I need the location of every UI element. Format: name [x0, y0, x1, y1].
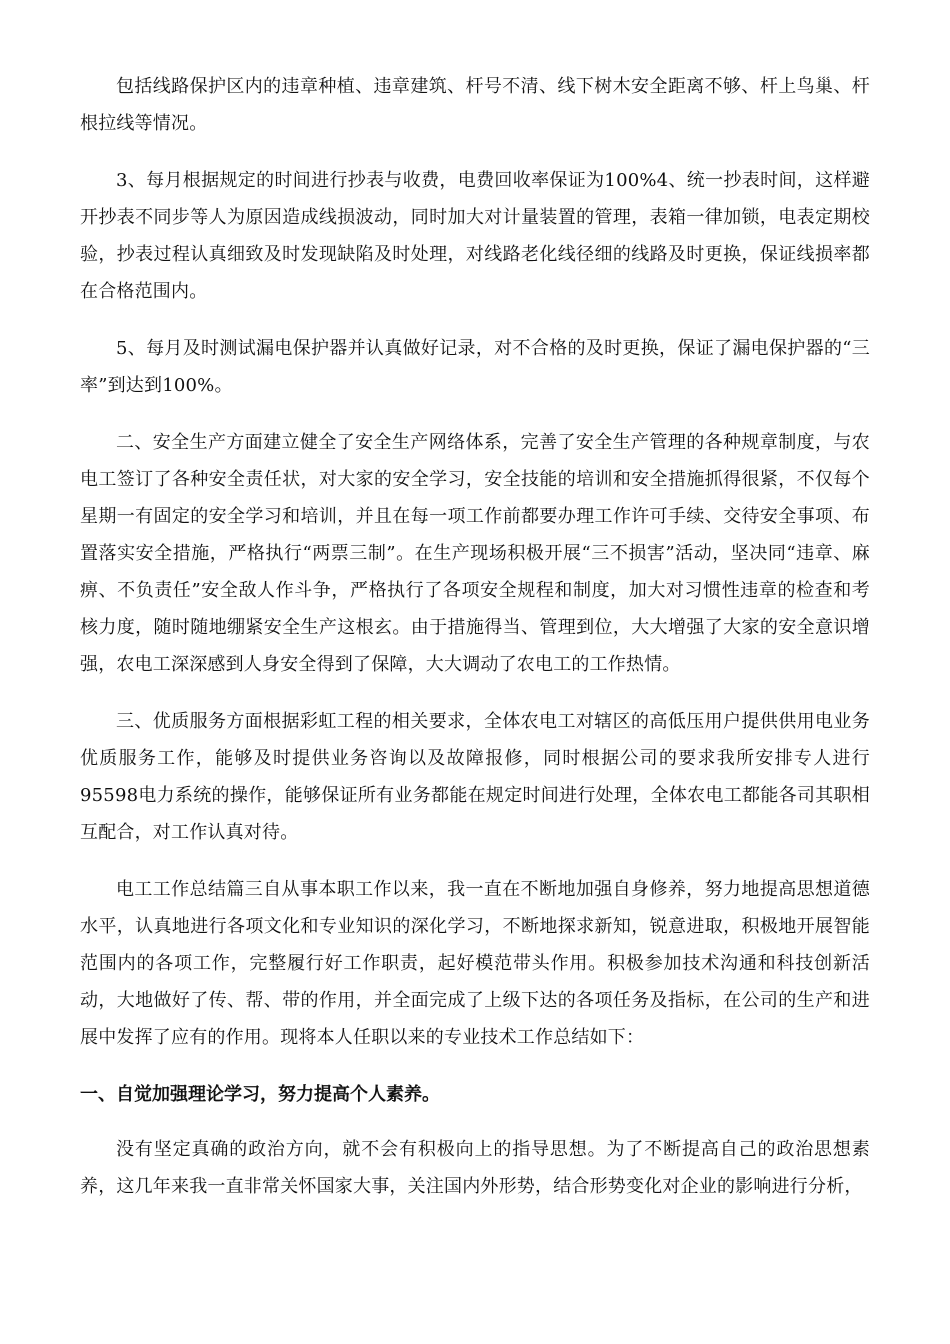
paragraph-line-protection: 包括线路保护区内的违章种植、违章建筑、杆号不清、线下树木安全距离不够、杆上鸟巢、杆根拉线等情况。: [80, 76, 870, 134]
section-heading: 一、自觉加强理论学习，努力提高个人素养。: [80, 1084, 440, 1105]
paragraph-safety-production: 二、安全生产方面建立健全了安全生产网络体系，完善了安全生产管理的各种规章制度，与农电工签订了各种安全责任状，对大家的安全学习，安全技能的培训和安全措施抓得很紧，不仅每个星期一有固定的安全学习和培训，并且在每一项工作前都要办理工作许可手续、交待安全事项、布置落实安全措施，严格执行“两票三制”。在生产现场积极开展“三不损害”活动，坚决同“违章、麻痹、不负责任”安全敌人作斗争，严格执行了各项安全规程和制度，加大对习惯性违章的检查和考核力度，随时随地绷紧安全生产这根玄。由于措施得当、管理到位，大大增强了大家的安全意识增强，农电工深深感到人身安全得到了保障，大大调动了农电工的工作热情。: [80, 432, 870, 675]
paragraph-political-direction: 没有坚定真确的政治方向，就不会有积极向上的指导思想。为了不断提高自己的政治思想素养，这几年来我一直非常关怀国家大事，关注国内外形势，结合形势变化对企业的影响进行分析，: [80, 1139, 870, 1197]
paragraph-meter-reading: 3、每月根据规定的时间进行抄表与收费，电费回收率保证为100%4、统一抄表时间，这样避开抄表不同步等人为原因造成线损波动，同时加大对计量装置的管理，表箱一律加锁，电表定期校验，抄表过程认真细致及时发现缺陷及时处理，对线路老化线径细的线路及时更换，保证线损率都在合格范围内。: [80, 170, 870, 302]
paragraph-quality-service: 三、优质服务方面根据彩虹工程的相关要求，全体农电工对辖区的高低压用户提供供用电业务优质服务工作，能够及时提供业务咨询以及故障报修，同时根据公司的要求我所安排专人进行95598电力系统的操作，能够保证所有业务都能在规定时间进行处理，全体农电工都能各司其职相互配合，对工作认真对待。: [80, 711, 870, 843]
paragraph-summary-intro: 电工工作总结篇三自从事本职工作以来，我一直在不断地加强自身修养，努力地提高思想道德水平，认真地进行各项文化和专业知识的深化学习，不断地探求新知，锐意进取，积极地开展智能范围内的各项工作，完整履行好工作职责，起好模范带头作用。积极参加技术沟通和科技创新活动，大地做好了传、帮、带的作用，并全面完成了上级下达的各项任务及指标，在公司的生产和进展中发挥了应有的作用。现将本人任职以来的专业技术工作总结如下：: [80, 879, 870, 1048]
document-page: [80, 68, 870, 1225]
paragraph-leakage-protector: 5、每月及时测试漏电保护器并认真做好记录，对不合格的及时更换，保证了漏电保护器的“三率”到达到100%。: [80, 338, 870, 396]
